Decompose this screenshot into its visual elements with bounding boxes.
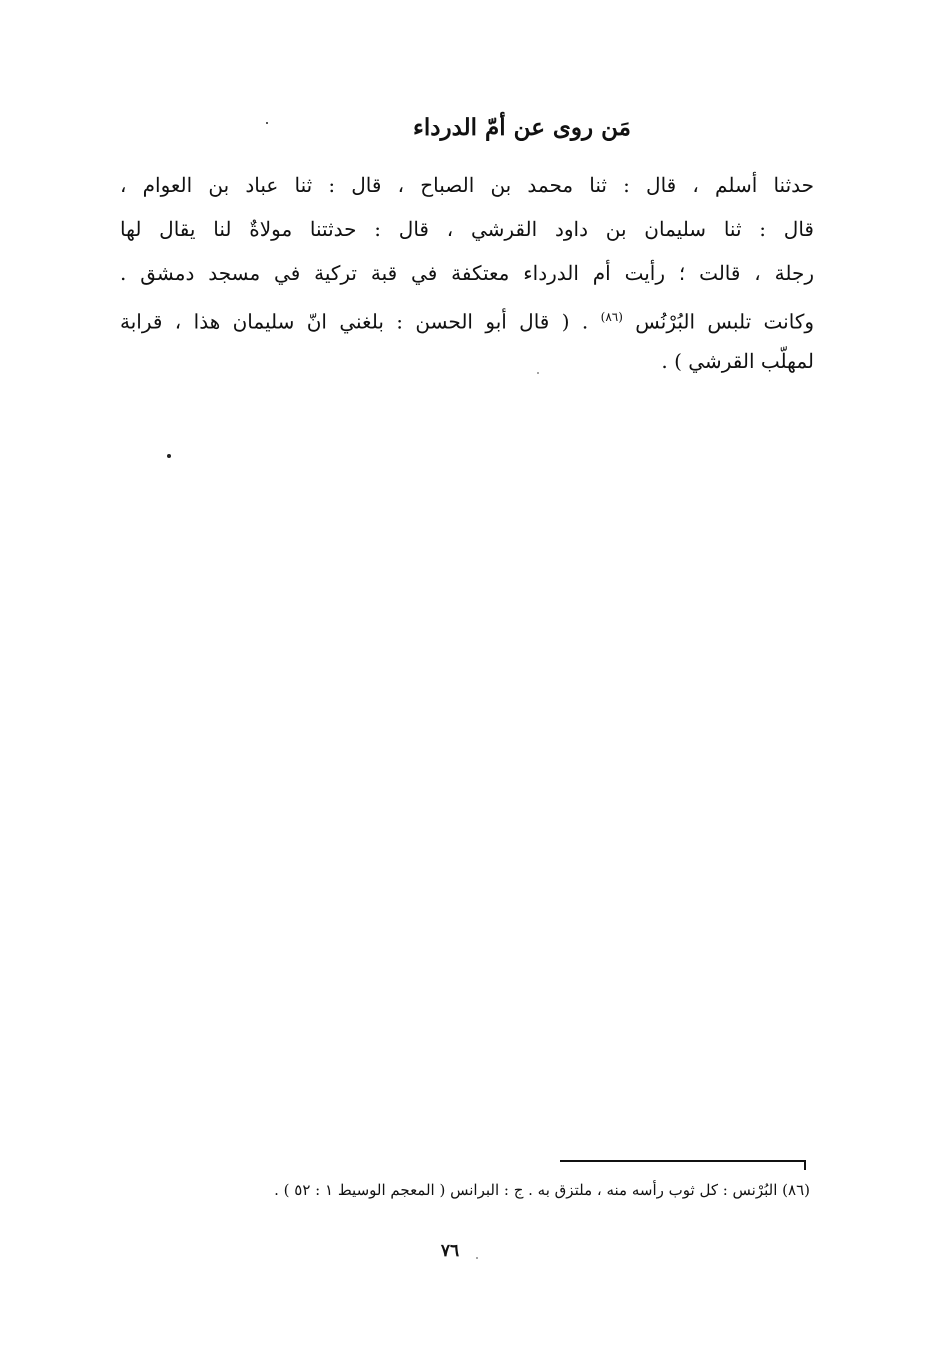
- scan-speck: [167, 454, 171, 458]
- footnote-divider-tick: [804, 1160, 806, 1170]
- body-line: [120, 295, 814, 339]
- footnote-reference: (٨٦): [600, 310, 623, 324]
- body-line: قال : ثنا سليمان بن داود القرشي ، قال : حدثتنا مولاةٌ لنا يقال لها: [120, 217, 814, 241]
- footnote: (٨٦) البُرْنس : كل ثوب رأسه منه ، ملتزق به . ج : البرانس ( المعجم الوسيط ١ : ٥٢ ) .: [274, 1181, 810, 1199]
- body-line: لمهلّب القرشي ) .: [661, 349, 814, 373]
- scan-speck: [266, 122, 268, 124]
- body-line: حدثنا أسلم ، قال : ثنا محمد بن الصباح ، قال : ثنا عباد بن العوام ،: [120, 173, 814, 197]
- page-number: ٧٦: [440, 1241, 460, 1261]
- scan-speck: [537, 372, 539, 374]
- body-line-end: . ( قال أبو الحسن : بلغني انّ سليمان هذا ، قرابة: [120, 309, 589, 334]
- page-title: مَن روى عن أمّ الدرداء: [413, 114, 631, 141]
- scan-speck: [476, 1257, 478, 1259]
- footnote-divider: [560, 1160, 806, 1162]
- body-paragraph: [120, 163, 814, 383]
- body-line: رجلة ، قالت ؛ رأيت أم الدرداء معتكفة في قبة تركية في مسجد دمشق .: [120, 261, 814, 285]
- body-line-start: وكانت تلبس البُرْنُس: [635, 309, 815, 334]
